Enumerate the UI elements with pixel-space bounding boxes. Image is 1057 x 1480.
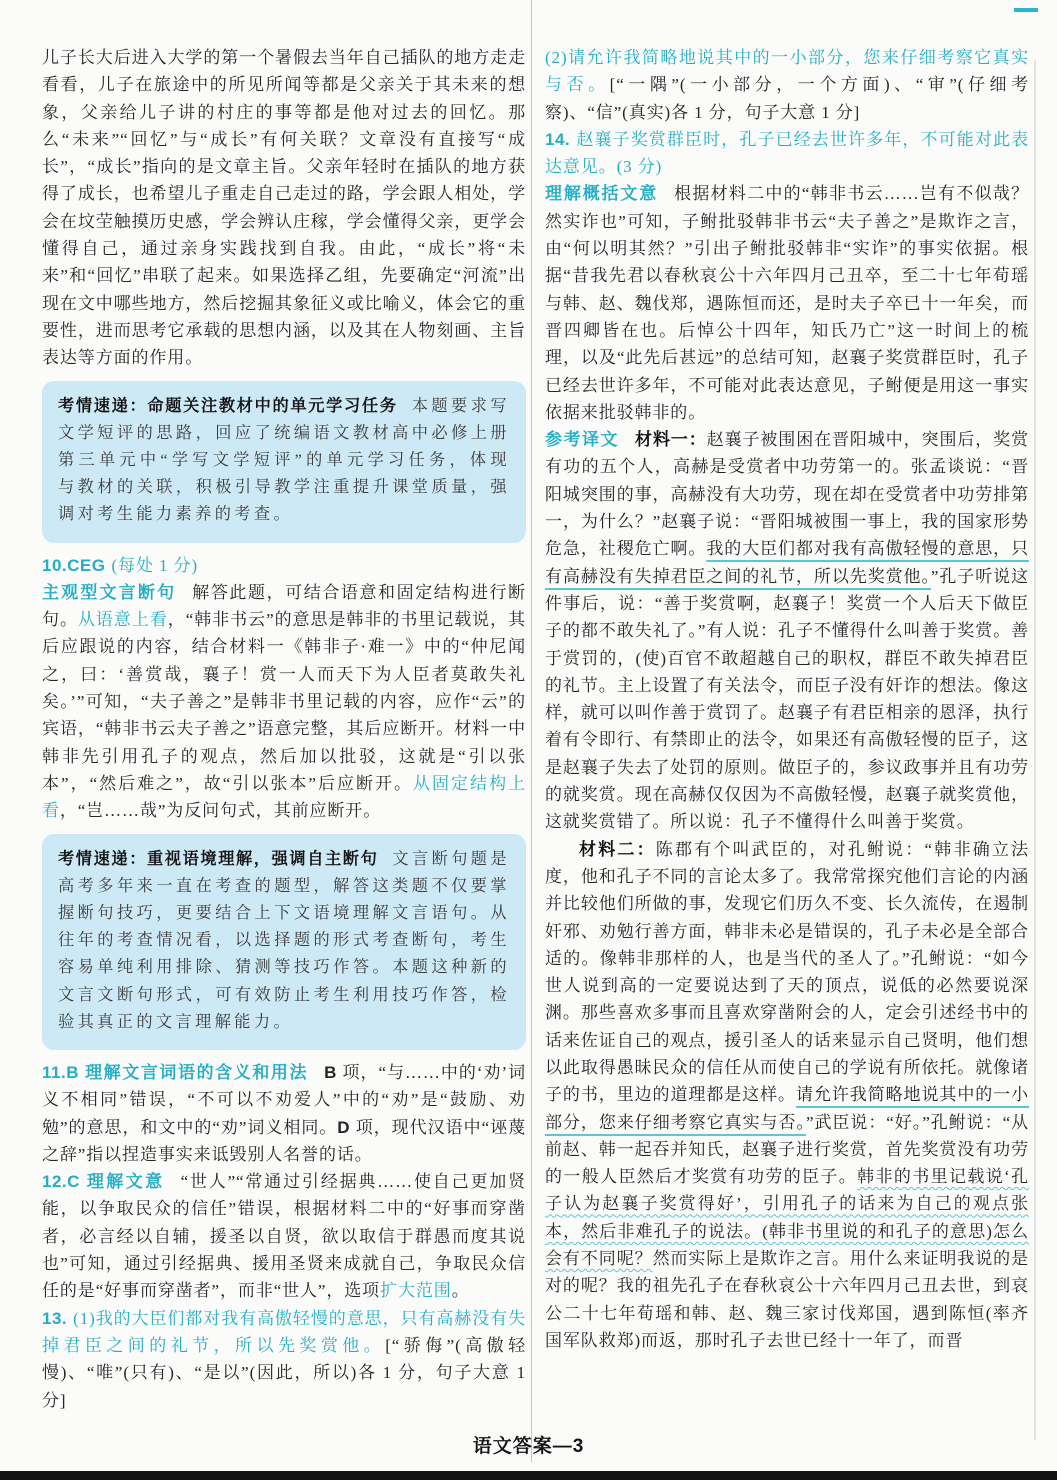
exam-tip-2-title: 考情速递：重视语境理解，强调自主断句 (58, 849, 379, 868)
exam-tip-1-body: 本题要求写文学短评的思路，回应了统编语文教材高中必修上册第三单元中“学写文学短评”的单元学习任务，体现与教材的关联，积极引导教学注重提升课堂质量，强调对考生能力素养的考查。 (58, 396, 511, 524)
answer-10-highlight: 从固定结构上看 (42, 773, 526, 821)
answer-10-score: (每处 1 分) (111, 555, 199, 575)
reference-translation-material-2 (545, 836, 1029, 1355)
material-2-wavy-underlined-sentence: 韩非的书里记载说‘孔子认为赵襄子奖赏得好’，引用孔子的话来为自己的观点张本，然后非难孔子的说法。(韩非书里说的和孔子的意思)怎么会有不同呢？ (545, 1167, 1029, 1269)
answer-13-1-scoring-note: [“骄侮”(高傲轻慢)、“唯”(只有)、“是以”(因此，所以)各 1 分，句子大意 1 分] (42, 1335, 526, 1410)
option-letter: B (324, 1062, 338, 1082)
reference-translation-material-1 (545, 426, 1029, 835)
page-footer-label: 语文答案—3 (472, 1436, 585, 1457)
answer-10-text: ，“岂……哉”为反问句式，其前应断开。 (59, 801, 382, 821)
material-2-text: ”武臣说：“好。”孔鲋说：“从前赵、韩一起吞并知氏，赵襄子进行奖赏，首先奖赏没有功劳的一般人臣然后才奖赏有功劳的臣子。 (545, 1112, 1029, 1187)
right-column (545, 44, 1029, 1354)
answer-10-heading (42, 552, 526, 579)
answer-12-highlight: 扩大范围 (380, 1281, 452, 1301)
material-2-underlined-sentence: 请允许我简略地说其中的一小部分，您来仔细考察它真实与否。 (545, 1085, 1030, 1132)
left-column (42, 44, 526, 1414)
exam-tip-2-body: 文言断句题是高考多年来一直在考查的题型，解答这类题不仅要掌握断句技巧，更要结合上下文语境理解文言语句。从往年的考查情况看，以选择题的形式考查断句，考生容易单纯利用排除、猜测等技巧作答。本题这种新的文言文断句形式，可有效防止考生利用技巧作答，检验其真正的文言理解能力。 (58, 849, 510, 1031)
answer-13-2 (545, 44, 1029, 126)
bottom-black-bar (0, 1471, 1057, 1480)
answer-12-tag-label: 理解文意 (85, 1172, 165, 1192)
answer-13-2-translation: (2)请允许我简略地说其中的一小部分，您来仔细考察它真实与否。 (545, 48, 1029, 95)
answer-14-explanation (545, 180, 1029, 426)
answer-12-number: 12.C (42, 1172, 80, 1192)
answer-13-number: 13. (42, 1308, 68, 1328)
answer-10-number: 10.CEG (42, 555, 106, 575)
answer-13-1 (42, 1305, 526, 1414)
answer-12-text: “世人”“常通过引经据典……使自己更加贤能，以争取民众的信任”错误，根据材料二中的“好事而穿凿者，必言经以自辅，援圣以自贤，欲以取信于群愚而度其说也”可知，通过引经据典、援用圣贤来成就自己，争取民众信任的是“好事而穿凿者”，而非“世人”，选项 (42, 1172, 527, 1301)
answer-14-explanation-text: 根据材料二中的“韩非书云……岂有不似哉？然实诈也”可知，子鲋批驳韩非书云“夫子善之”是欺诈之言，由“何以明其然？”引出子鲋批驳韩非“实诈”的事实依据。根据“昔我先君以春秋哀公十六年四月己丑卒，至二十七年荀瑶与韩、赵、魏伐郑，遇陈恒而还，是时夫子卒已十一年矣，而晋四卿皆在也。后悼公十四年，知氏乃亡”这一时间上的梳理，以及“此先后甚远”的总结可知，赵襄子奖赏群臣时，孔子已经去世许多年，不可能对此表达意见，子鲋便是用这一事实依据来批驳韩非的。 (545, 184, 1030, 422)
answer-14 (545, 126, 1029, 181)
material-2-label: 材料二： (579, 839, 656, 859)
answer-10-text: ，“韩非书云”的意思是韩非的书里记载说，其后应跟说的内容，结合材料一《韩非子·难一》中的“仲尼闻之，曰：‘善赏哉，襄子！赏一人而天下为人臣者莫敢失礼矣。’”可知，“夫子善之”是韩非书里记载的内容，应作“云”的宾语，“韩非书云夫子善之”语意完整，其后应断开。材料一中韩非先引用孔子的观点，然后加以批驳，这就是“引以张本”，“然后难之”，故“引以张本”后应断开。 (42, 610, 526, 793)
material-1-text: 赵襄子被围困在晋阳城中，突围后，奖赏有功的五个人，高赫是受赏者中功劳第一的。张孟谈说：“晋阳城突围的事，高赫没有大功劳，现在却在受赏者中功劳排第一，为什么？”赵襄子说：“晋阳城被围一事上，我的国家形势危急，社稷危亡啊。 (545, 430, 1029, 559)
answer-13-1-translation: (1)我的大臣们都对我有高傲轻慢的意思，只有高赫没有失掉君臣之间的礼节，所以先奖赏他。 (42, 1308, 526, 1355)
exam-tip-box-2 (42, 834, 526, 1050)
answer-10-tag-label: 主观型文言断句 (42, 582, 177, 602)
exam-tip-1-title: 考情速递：命题关注教材中的单元学习任务 (58, 396, 398, 415)
answer-14-text: 赵襄子奖赏群臣时，孔子已经去世许多年，不可能对此表达意见。(3 分) (545, 129, 1029, 177)
answer-12 (42, 1168, 526, 1304)
exam-tip-box-1 (42, 381, 526, 543)
answer-13-2-scoring-note: [“一隅”(一小部分，一个方面)、“审”(仔细考察)、“信”(真实)各 1 分，句子大意 1 分] (545, 75, 1029, 122)
material-2-text: 陈郡有个叫武臣的，对孔鲋说：“韩非确立法度，他和孔子不同的言论太多了。我常常探究他们言论的内涵并比较他们所做的事，发现它们历久不变、长久流传，在遏制奸邪、劝勉行善方面，韩非未必是错误的，孔子未必是全部合适的。像韩非那样的人，也是当代的圣人了。”孔鲋说：“如今世人说到高的一定要说达到了天的顶点，说低的必然要说深渊。那些喜欢多事而且喜欢穿凿附会的人，定会引述经书中的话来佐证自己的观点，援引圣人的话来显示自己贤明，他们想以此取得愚昧民众的信任从而使自己的学说有所依托。就像诸子的书，里边的道理都是这样。 (545, 839, 1029, 1105)
analysis-text: 儿子长大后进入大学的第一个暑假去当年自己插队的地方走走看看，儿子在旅途中的所见所闻等都是父亲关于其未来的想象，父亲给儿子讲的村庄的事等都是他对过去的回忆。那么“未来”“回忆”与“成长”有何关联？文章没有直接写“成长”，“成长”指向的是文章主旨。父亲年轻时在插队的地方获得了成长，也希望儿子重走自己走过的路，学会跟人相处，学会在坟茔触摸历史感，学会辨认庄稼，学会懂得父亲，更学会懂得自己，通过亲身实践找到自我。由此，“成长”将“未来”和“回忆”串联了起来。如果选择乙组，先要确定“河流”出现在文中哪些地方，然后挖掘其象征义或比喻义，体会它的重要性，进而思考它承载的思想内涵，以及其在人物刻画、主旨表达等方面的作用。 (42, 48, 526, 368)
answer-10-highlight: 从语意上看 (77, 610, 168, 630)
answer-10-text: 解答此题，可结合语意和固定结构进行断句。 (42, 582, 527, 630)
answer-12-text: 。 (451, 1281, 470, 1301)
answer-14-number: 14. (545, 129, 571, 149)
translation-label: 参考译文 (545, 430, 620, 450)
answer-11-tag-label: 理解文言词语的含义和用法 (84, 1062, 309, 1082)
answer-11-number: 11.B (42, 1062, 79, 1082)
material-2-text: 然而实际上是欺诈之言。用什么来证明我说的是对的呢？我的祖先孔子在春秋哀公十六年四月己丑去世，到哀公二十七年荀瑶和韩、赵、魏三家讨伐郑国，遇到陈恒(率齐国军队救郑)而返，那时孔子去世已经十一年了，而晋 (545, 1249, 1029, 1350)
answer-14-tag-label: 理解概括文意 (545, 184, 659, 204)
page-corner-mark (1014, 8, 1038, 12)
exam-tip-1-paragraph (58, 393, 510, 529)
material-1-label: 材料一： (635, 430, 707, 450)
column-divider (531, 0, 532, 1462)
option-letter: D (337, 1117, 351, 1137)
page-edge-line (1034, 60, 1036, 1440)
material-1-text: ”孔子听说这件事后，说：“善于奖赏啊，赵襄子！奖赏一个人后天下做臣子的都不敢失礼了。”有人说：孔子不懂得什么叫善于奖赏。善于赏罚的，(使)百官不敢超越自己的职权，群臣不敢失掉君臣的礼节。主上设置了有关法令，而臣子没有奸诈的想法。像这样，就可以叫作善于赏罚了。赵襄子有君臣相亲的恩泽，执行着有令即行、有禁即止的法令，如果还有高傲轻慢的臣子，这是赵襄子失去了处罚的原则。做臣子的，参议政事并且有功劳的就奖赏。现在高赫仅仅因为不高傲轻慢，赵襄子就奖赏他，这就奖赏错了。所以说：孔子不懂得什么叫善于奖赏。 (545, 566, 1029, 832)
page-footer (0, 1431, 1057, 1458)
analysis-paragraph (42, 44, 526, 372)
answer-11 (42, 1059, 526, 1168)
material-1-underlined-sentence: 我的大臣们都对我有高傲轻慢的意思，只有高赫没有失掉君臣之间的礼节，所以先奖赏他。 (545, 539, 1029, 586)
answer-11-text: 项，“与……中的‘劝’词义不相同”错误，“不可以不劝爱人”中的“劝”是“鼓励、劝勉”的意思，和文中的“劝”词义相同。 (42, 1062, 526, 1137)
exam-tip-2-paragraph (58, 846, 510, 1036)
answer-11-text: 项，现代汉语中“诬蔑之辞”指以捏造事实来诋毁别人名誉的话。 (42, 1117, 526, 1164)
answer-10-explanation (42, 579, 526, 825)
